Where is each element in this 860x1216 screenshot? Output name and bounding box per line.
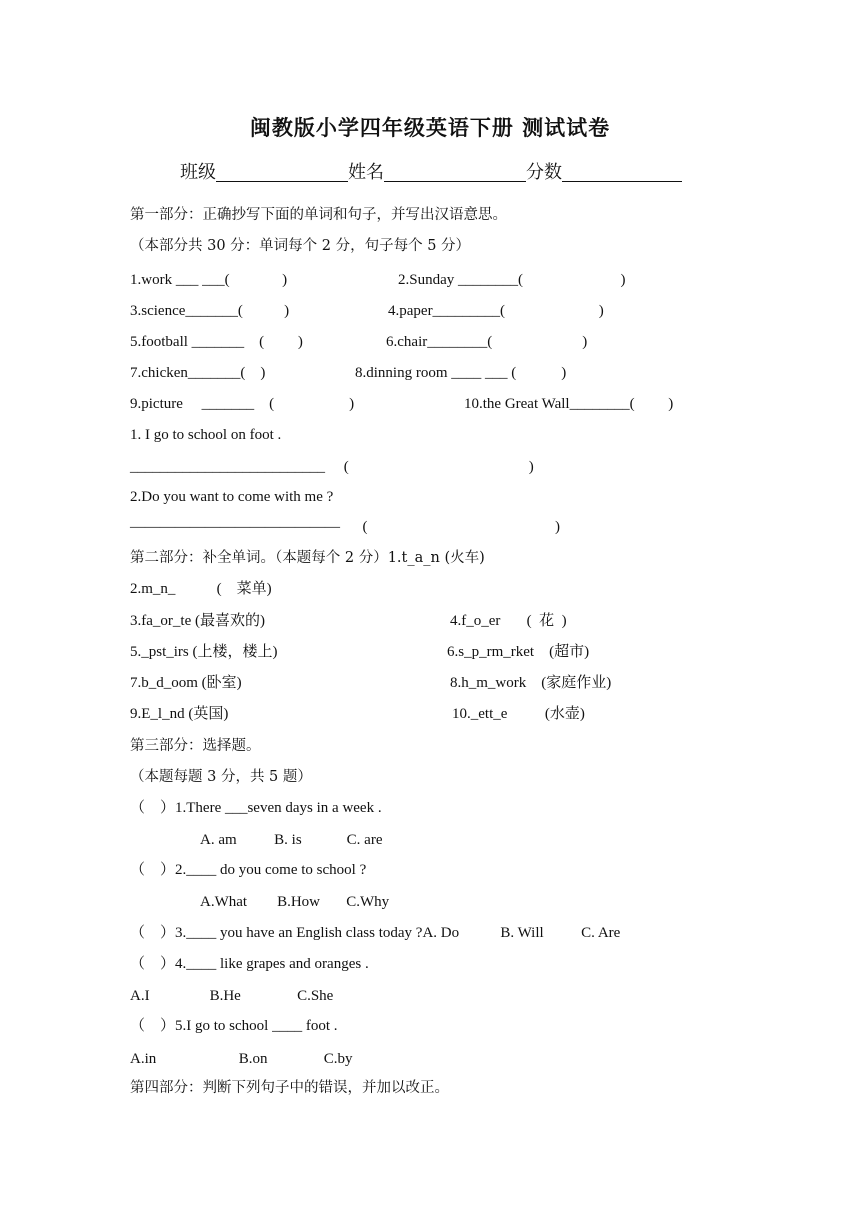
exam-line: 第一部分：正确抄写下面的单词和句子，并写出汉语意思。 bbox=[130, 207, 507, 223]
exam-line: 1. I go to school on foot . bbox=[130, 427, 282, 443]
exam-line: 10.the Great Wall________( ) bbox=[464, 396, 674, 412]
exam-line: 1.work ___ ___( ) bbox=[130, 272, 288, 288]
exam-line: （ ）5.I go to school ____ foot . bbox=[130, 1018, 338, 1034]
exam-line: A. am B. is C. are bbox=[200, 832, 383, 848]
exam-line: A.What B.How C.Why bbox=[200, 894, 390, 910]
exam-line: 2.m_n_ ( 菜单) bbox=[130, 581, 272, 597]
exam-line: 6.s_p_rm_rket (超市) bbox=[447, 644, 590, 660]
name-label: 姓名 bbox=[348, 162, 384, 183]
exam-line: __________________________ ( ) bbox=[130, 459, 534, 475]
exam-line: 8.h_m_work (家庭作业) bbox=[450, 675, 612, 691]
exam-line: （ ）3.____ you have an English class today ?A. Do B. Will C. Are bbox=[130, 925, 621, 941]
exam-line: 4.paper_________( ) bbox=[388, 303, 604, 319]
exam-line: 第三部分：选择题。 bbox=[130, 738, 261, 754]
exam-line: 3.science_______( ) bbox=[130, 303, 290, 319]
exam-line: 7.b_d_oom (卧室) bbox=[130, 675, 242, 691]
exam-line: 第四部分：判断下列句子中的错误，并加以改正。 bbox=[130, 1080, 449, 1096]
exam-line: （ ）4.____ like grapes and oranges . bbox=[130, 956, 369, 972]
exam-line: 2.Do you want to come with me ? bbox=[130, 489, 334, 505]
exam-line: 8.dinning room ____ ___ ( ) bbox=[355, 365, 567, 381]
exam-line: 5.football _______ ( ) bbox=[130, 334, 303, 350]
exam-line: 5._pst_irs (上楼，楼上) bbox=[130, 644, 278, 660]
class-blank[interactable] bbox=[216, 163, 348, 182]
exam-line: 2.Sunday ________( ) bbox=[398, 272, 626, 288]
exam-title: 闽教版小学四年级英语下册 测试试卷 bbox=[249, 115, 611, 140]
name-blank[interactable] bbox=[384, 163, 526, 182]
exam-line: 10._ett_e (水壶) bbox=[452, 706, 585, 722]
exam-line: （本部分共 30 分：单词每个 2 分，句子每个 5 分） bbox=[130, 238, 471, 254]
exam-line: 9.E_l_nd (英国) bbox=[130, 706, 229, 722]
exam-line: （本题每题 3 分，共 5 题） bbox=[130, 769, 312, 785]
exam-line: 第二部分：补全单词。（本题每个 2 分）1.t_a_n (火车) bbox=[130, 550, 485, 566]
exam-line: 6.chair________( ) bbox=[386, 334, 588, 350]
exam-line: 9.picture _______ ( ) bbox=[130, 396, 355, 412]
exam-line: 4.f_o_er ( 花 ) bbox=[450, 613, 567, 629]
exam-line: A.I B.He C.She bbox=[130, 988, 334, 1004]
student-info-line bbox=[180, 158, 740, 184]
exam-line: A.in B.on C.by bbox=[130, 1051, 353, 1067]
exam-line: （ ）2.____ do you come to school ? bbox=[130, 862, 367, 878]
score-blank[interactable] bbox=[562, 163, 682, 182]
exam-line: —————————————— ( ) bbox=[130, 519, 560, 535]
exam-line: （ ）1.There ___seven days in a week . bbox=[130, 800, 382, 816]
exam-line: 7.chicken_______( ) bbox=[130, 365, 266, 381]
class-label: 班级 bbox=[180, 162, 216, 183]
score-label: 分数 bbox=[526, 162, 562, 183]
exam-line: 3.fa_or_te (最喜欢的) bbox=[130, 613, 265, 629]
